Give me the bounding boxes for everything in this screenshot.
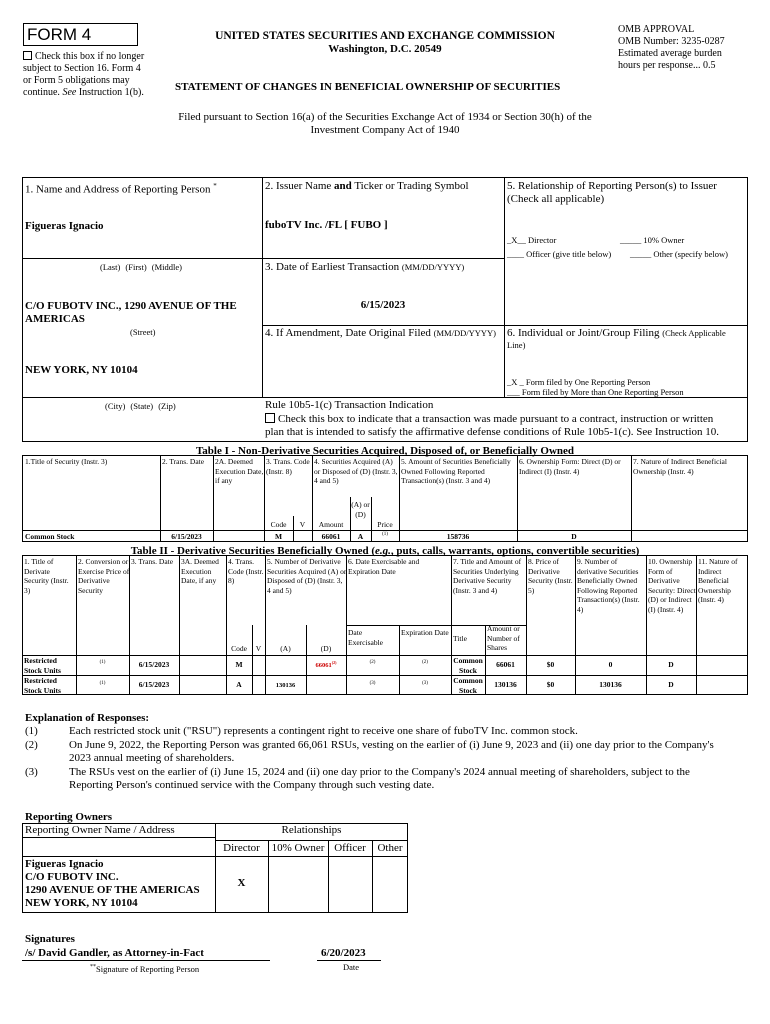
t1-row-owned: 158736 [446,532,470,541]
t2-row2-code: A [236,680,242,689]
signatures-title: Signatures [25,933,75,945]
t2-h-price: 8. Price of Derivative Security (Instr. 5) [528,557,573,595]
explanation-text-1: Each restricted stock unit ("RSU") represents a contingent right to receive one share of fuboTV Inc. common stock. [69,725,578,737]
explanation-num-2: (2) [25,739,38,751]
signer-name: /s/ David Gandler, as Attorney-in-Fact [25,947,204,959]
t1-sub-amount: Amount [318,520,344,529]
explanation-num-3: (3) [25,766,38,778]
t2-row2-title: Restricted Stock Units [24,676,61,695]
t1-sub-code: Code [270,520,287,529]
t2-h-conversion: 2. Conversion or Exercise Price of Derivative Security [78,557,130,595]
t2-h-nature: 11. Nature of Indirect Beneficial Ownership (Instr. 4) [698,557,738,604]
t1-sub-aord: (A) or (D) [351,500,370,519]
t1-h-title: 1.Title of Security (Instr. 3) [25,457,108,466]
issuer-label: 2. Issuer Name and Ticker or Trading Symbol [265,180,469,192]
t2-row1-exer[interactable]: (2) [369,660,376,665]
t2-sub-amount: Amount or Number of Shares [487,624,520,652]
owner-director-mark: X [237,877,246,889]
rule-text: Check this box to indicate that a transaction was made pursuant to a contract, instruction or written plan that is intended to satisfy the affirmative defense conditions of Rule 10b5-1(c). See Instruction 10. [265,413,720,438]
t2-h-form: 10. Ownership Form of Derivative Security: Direct (D) or Indirect (I) (Instr. 4) [648,557,696,614]
relationship-label: 5. Relationship of Reporting Person(s) to Issuer (Check all applicable) [507,180,717,205]
t1-row-code: M [274,532,283,541]
t2-h-deemed: 3A. Deemed Execution Date, if any [181,557,219,585]
reporting-person-label: 1. Name and Address of Reporting Person * [25,182,217,196]
t1-row-date: 6/15/2023 [171,532,202,541]
explanation-num-1: (1) [25,725,38,737]
t2-row1-form: D [668,660,674,669]
t2-sub-a: (A) [280,644,291,653]
agency-name: UNITED STATES SECURITIES AND EXCHANGE COMMISSION [215,30,555,42]
t2-row1-date: 6/15/2023 [138,660,170,669]
owners-col-ten: 10% Owner [271,842,325,854]
t1-row-price-note[interactable]: (1) [382,532,388,537]
relationship-director[interactable]: _X__ Director [507,235,557,245]
reporting-person-city: NEW YORK, NY 10104 [25,364,138,376]
earliest-transaction-label: 3. Date of Earliest Transaction (MM/DD/YYYY) [265,261,465,273]
reporting-person-street: C/O FUBOTV INC., 1290 AVENUE OF THE AMERICAS [25,300,237,325]
t2-row2-exer[interactable]: (3) [369,681,376,686]
t1-row-amount: 66061 [321,532,341,541]
earliest-transaction-date: 6/15/2023 [360,299,406,311]
no-longer-subject-checkbox[interactable] [23,51,32,60]
t2-sub-code: Code [231,644,247,653]
name-format-hint: (Last) (First) (Middle) [100,262,183,272]
owners-col-name: Reporting Owner Name / Address [25,824,175,836]
t1-h-nature: 7. Nature of Indirect Beneficial Ownership (Instr. 4) [633,457,727,476]
city-hint: (City) (State) (Zip) [105,401,176,411]
t1-row-form: D [571,532,577,541]
t1-row-aord: A [357,532,364,541]
t2-row2-a: 130136 [275,682,296,689]
t1-h-owned: 5. Amount of Securities Beneficially Owned Following Reported Transaction(s) (Instr. 3 and 4) [401,457,511,485]
t2-sub-v: V [255,644,262,653]
t2-row2-u-title: Common Stock [453,676,483,695]
t2-row1-price: $0 [546,660,555,669]
filing-more-persons[interactable]: ___ Form filed by More than One Reporting Person [507,387,684,397]
t2-sub-exercisable: Date Exercisable [348,628,383,647]
t2-row2-exp[interactable]: (3) [422,681,428,686]
explanation-text-3: The RSUs vest on the earlier of (i) June 15, 2024 and (ii) one day prior to the Company's 2024 annual meeting of shareholders, subject to the Reporting Person's continued service with the Company through such vesting date. [69,766,690,791]
filing-label: 6. Individual or Joint/Group Filing (Check Applicable Line) [507,327,726,350]
t2-h-code: 4. Trans. Code (Instr. 8) [228,557,264,585]
t2-h-exercisable: 6. Date Exercisable and Expiration Date [348,557,420,576]
t2-sub-expiration: Expiration Date [401,628,449,637]
relationship-officer[interactable]: ____ Officer (give title below) [507,249,612,259]
t2-sub-d: (D) [320,644,332,653]
omb-approval: OMB APPROVAL OMB Number: 3235-0287 Estimated average burden hours per response... 0.5 [618,24,725,71]
t2-row1-exp[interactable]: (2) [422,660,428,665]
owners-col-relationships: Relationships [281,824,342,836]
explanation-title: Explanation of Responses: [25,712,150,724]
owners-title: Reporting Owners [25,811,113,823]
t2-row2-u-amt: 130136 [494,680,517,689]
statement-title: STATEMENT OF CHANGES IN BENEFICIAL OWNERSHIP OF SECURITIES [175,81,561,93]
t2-row2-price: $0 [546,680,555,689]
rule-checkbox[interactable] [265,413,275,423]
t1-h-acquired: 4. Securities Acquired (A) or Disposed of (D) (Instr. 3, 4 and 5) [314,457,398,485]
t2-row2-conv[interactable]: (1) [99,681,106,686]
filing-one-person[interactable]: _X _ Form filed by One Reporting Person [507,377,651,387]
agency-city: Washington, D.C. 20549 [328,43,442,55]
t2-h-underlying: 7. Title and Amount of Securities Underlying Derivative Security (Instr. 3 and 4) [453,557,522,595]
t2-row1-title: Restricted Stock Units [24,656,61,675]
rule-title: Rule 10b5-1(c) Transaction Indication [265,399,434,411]
amendment-label: 4. If Amendment, Date Original Filed (MM/DD/YYYY) [265,327,496,339]
issuer-name: fuboTV Inc. /FL [ FUBO ] [265,219,388,231]
t2-sub-title: Title [453,634,467,643]
t1-sub-v: V [299,520,306,529]
t1-h-deemed: 2A. Deemed Execution Date, if any [215,457,264,485]
signature-date: 6/20/2023 [321,947,366,959]
t2-row2-form: D [668,680,674,689]
t2-h-date: 3. Trans. Date [131,557,174,566]
explanation-text-2: On June 9, 2022, the Reporting Person was granted 66,061 RSUs, vesting on the earlier of (i) June 9, 2023 and (ii) one day prior to the Company's 2023 annual meeting of shareholders. [69,739,714,764]
form-title: FORM 4 [23,23,138,46]
t2-row1-u-amt: 66061 [496,660,515,669]
table1-title: Table I - Non-Derivative Securities Acquired, Disposed of, or Beneficially Owned [195,445,575,457]
t1-h-code: 3. Trans. Code (Instr. 8) [266,457,310,476]
t2-row1-conv[interactable]: (1) [99,660,106,665]
no-longer-subject-checkbox-text: Check this box if no longer subject to Section 16. Form 4 or Form 5 obligations may continue. See Instruction 1(b). [23,51,145,98]
t2-row1-owned: 0 [608,660,613,669]
relationship-ten-pct[interactable]: _____ 10% Owner [620,235,685,245]
table2-title: Table II - Derivative Securities Beneficially Owned (e.g., puts, calls, warrants, options, convertible securities) [130,545,640,557]
owner-address: Figueras Ignacio C/O FUBOTV INC. 1290 AVENUE OF THE AMERICAS NEW YORK, NY 10104 [25,858,200,909]
t2-row1-d: 66061$^{(2)}$ [315,660,337,670]
t1-h-form: 6. Ownership Form: Direct (D) or Indirect (I) (Instr. 4) [519,457,621,476]
relationship-other[interactable]: _____ Other (specify below) [630,249,728,259]
owners-col-director: Director [223,842,260,854]
t2-row1-u-title: Common Stock [453,656,483,675]
t1-row-title: Common Stock [25,532,75,541]
owners-col-officer: Officer [334,842,366,854]
t1-h-date: 2. Trans. Date [162,457,205,466]
t2-h-number: 5. Number of Derivative Securities Acquired (A) or Disposed of (D) (Instr. 3, 4 and 5) [267,557,347,595]
reporting-person-name: Figueras Ignacio [25,220,104,232]
t2-row2-owned: 130136 [599,680,622,689]
t1-sub-price: Price [377,520,393,529]
signature-label: **Signature of Reporting Person [90,963,200,974]
t2-h-title: 1. Title of Derivate Security (Instr. 3) [24,557,69,595]
t2-row1-code: M [235,660,243,669]
t2-row2-date: 6/15/2023 [138,680,170,689]
filed-pursuant: Filed pursuant to Section 16(a) of the Securities Exchange Act of 1934 or Section 30(h) of the Investment Company Act of 1940 [178,111,592,136]
t2-h-owned: 9. Number of derivative Securities Beneficially Owned Following Reported Transaction(s) (Instr. 4) [577,557,640,614]
street-hint: (Street) [130,327,156,337]
date-label: Date [343,962,360,972]
owners-col-other: Other [377,842,403,854]
